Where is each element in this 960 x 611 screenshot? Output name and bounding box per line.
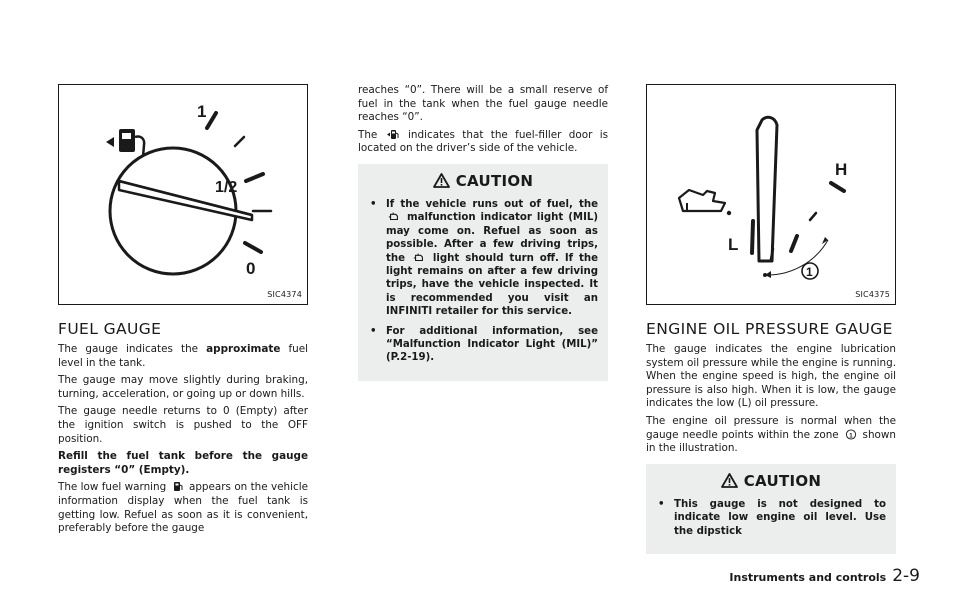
oil-pressure-gauge-drawing <box>647 85 897 306</box>
fuel-door-indicator-icon <box>387 129 399 140</box>
oil-can-icon <box>679 190 731 215</box>
warning-triangle-icon <box>433 173 450 188</box>
fuel-continued-para-2: The indicates that the fuel-filler door is located on the driver’s side of the vehicle. <box>358 128 608 155</box>
zone-marker: 1 <box>806 265 813 279</box>
caution-title: CAUTION <box>743 471 822 490</box>
footer-section-title: Instruments and controls <box>729 571 887 584</box>
mark-full: 1 <box>197 102 207 121</box>
fuel-gauge-drawing <box>59 85 309 306</box>
mark-half: 1/2 <box>215 179 238 196</box>
fuel-gauge-para-1: The gauge indicates the approximate fuel level in the tank. <box>58 343 309 369</box>
left-column <box>58 84 308 540</box>
fuel-pump-icon <box>106 129 144 157</box>
caution-title: CAUTION <box>455 171 534 190</box>
malfunction-indicator-icon <box>388 211 400 222</box>
page-footer <box>729 566 920 586</box>
fuel-continued-para-1: reaches “0”. There will be a small reserve of fuel in the tank when the fuel gauge needle reaches “0”. <box>358 84 608 124</box>
warning-triangle-icon <box>721 473 738 488</box>
caution-list <box>368 198 598 365</box>
malfunction-indicator-icon <box>413 252 425 263</box>
fuel-gauge-para-5: The low fuel warning appears on the vehicle information display when the fuel tank is getting low. Refuel as soon as it is convenient, preferably before the gauge <box>58 481 309 535</box>
fuel-gauge-para-3: The gauge needle returns to 0 (Empty) after the ignition switch is pushed to the OFF position. <box>58 405 308 445</box>
low-fuel-warning-icon <box>172 481 184 492</box>
mark-empty: 0 <box>246 259 256 278</box>
caution-box-fuel <box>358 164 608 381</box>
oil-gauge-para-1: The gauge indicates the engine lubrication system oil pressure while the engine is running. When the engine speed is high, the engine oil pressure is also high. When it is low, the gauge indicates the low (L) oil pressure. <box>646 343 896 410</box>
caution-box-oil <box>646 464 896 554</box>
mark-low: L <box>728 235 739 254</box>
fuel-gauge-para-4: Refill the fuel tank before the gauge registers “0” (Empty). <box>58 450 308 476</box>
fuel-gauge-illustration <box>58 84 308 305</box>
page-number: 2-9 <box>892 566 920 586</box>
caution-header <box>368 172 598 190</box>
figure-label: SIC4375 <box>855 290 890 299</box>
oil-pressure-gauge-illustration <box>646 84 896 305</box>
svg-text:1: 1 <box>848 431 853 439</box>
fuel-gauge-heading: FUEL GAUGE <box>58 320 162 338</box>
right-column <box>646 84 896 554</box>
figure-label: SIC4374 <box>267 290 302 299</box>
middle-column <box>358 84 608 381</box>
zone-circle-icon <box>845 429 857 440</box>
oil-gauge-heading: ENGINE OIL PRESSURE GAUGE <box>646 320 893 338</box>
caution-list <box>656 498 886 538</box>
mark-high: H <box>835 160 848 179</box>
caution-header <box>656 472 886 490</box>
caution-item-2: • For additional information, see “Malfunction Indicator Light (MIL)” (P.2-19). <box>368 325 598 365</box>
caution-item-1: • This gauge is not designed to indicate low engine oil level. Use the dipstick <box>656 498 886 538</box>
caution-item-1: • If the vehicle runs out of fuel, the malfunction indicator light (MIL) may come on. Refuel as soon as possible. After a few driving trips, the light should turn off. If the light remains on after a few driving trips, have the vehicle inspected. It is recommended you visit an INFINITI retailer for this service. <box>368 198 598 319</box>
oil-gauge-para-2: The engine oil pressure is normal when the gauge needle points within the zone 1 shown in the illustration. <box>646 414 896 455</box>
fuel-gauge-para-2: The gauge may move slightly during braking, turning, acceleration, or going up or down hills. <box>58 374 308 400</box>
